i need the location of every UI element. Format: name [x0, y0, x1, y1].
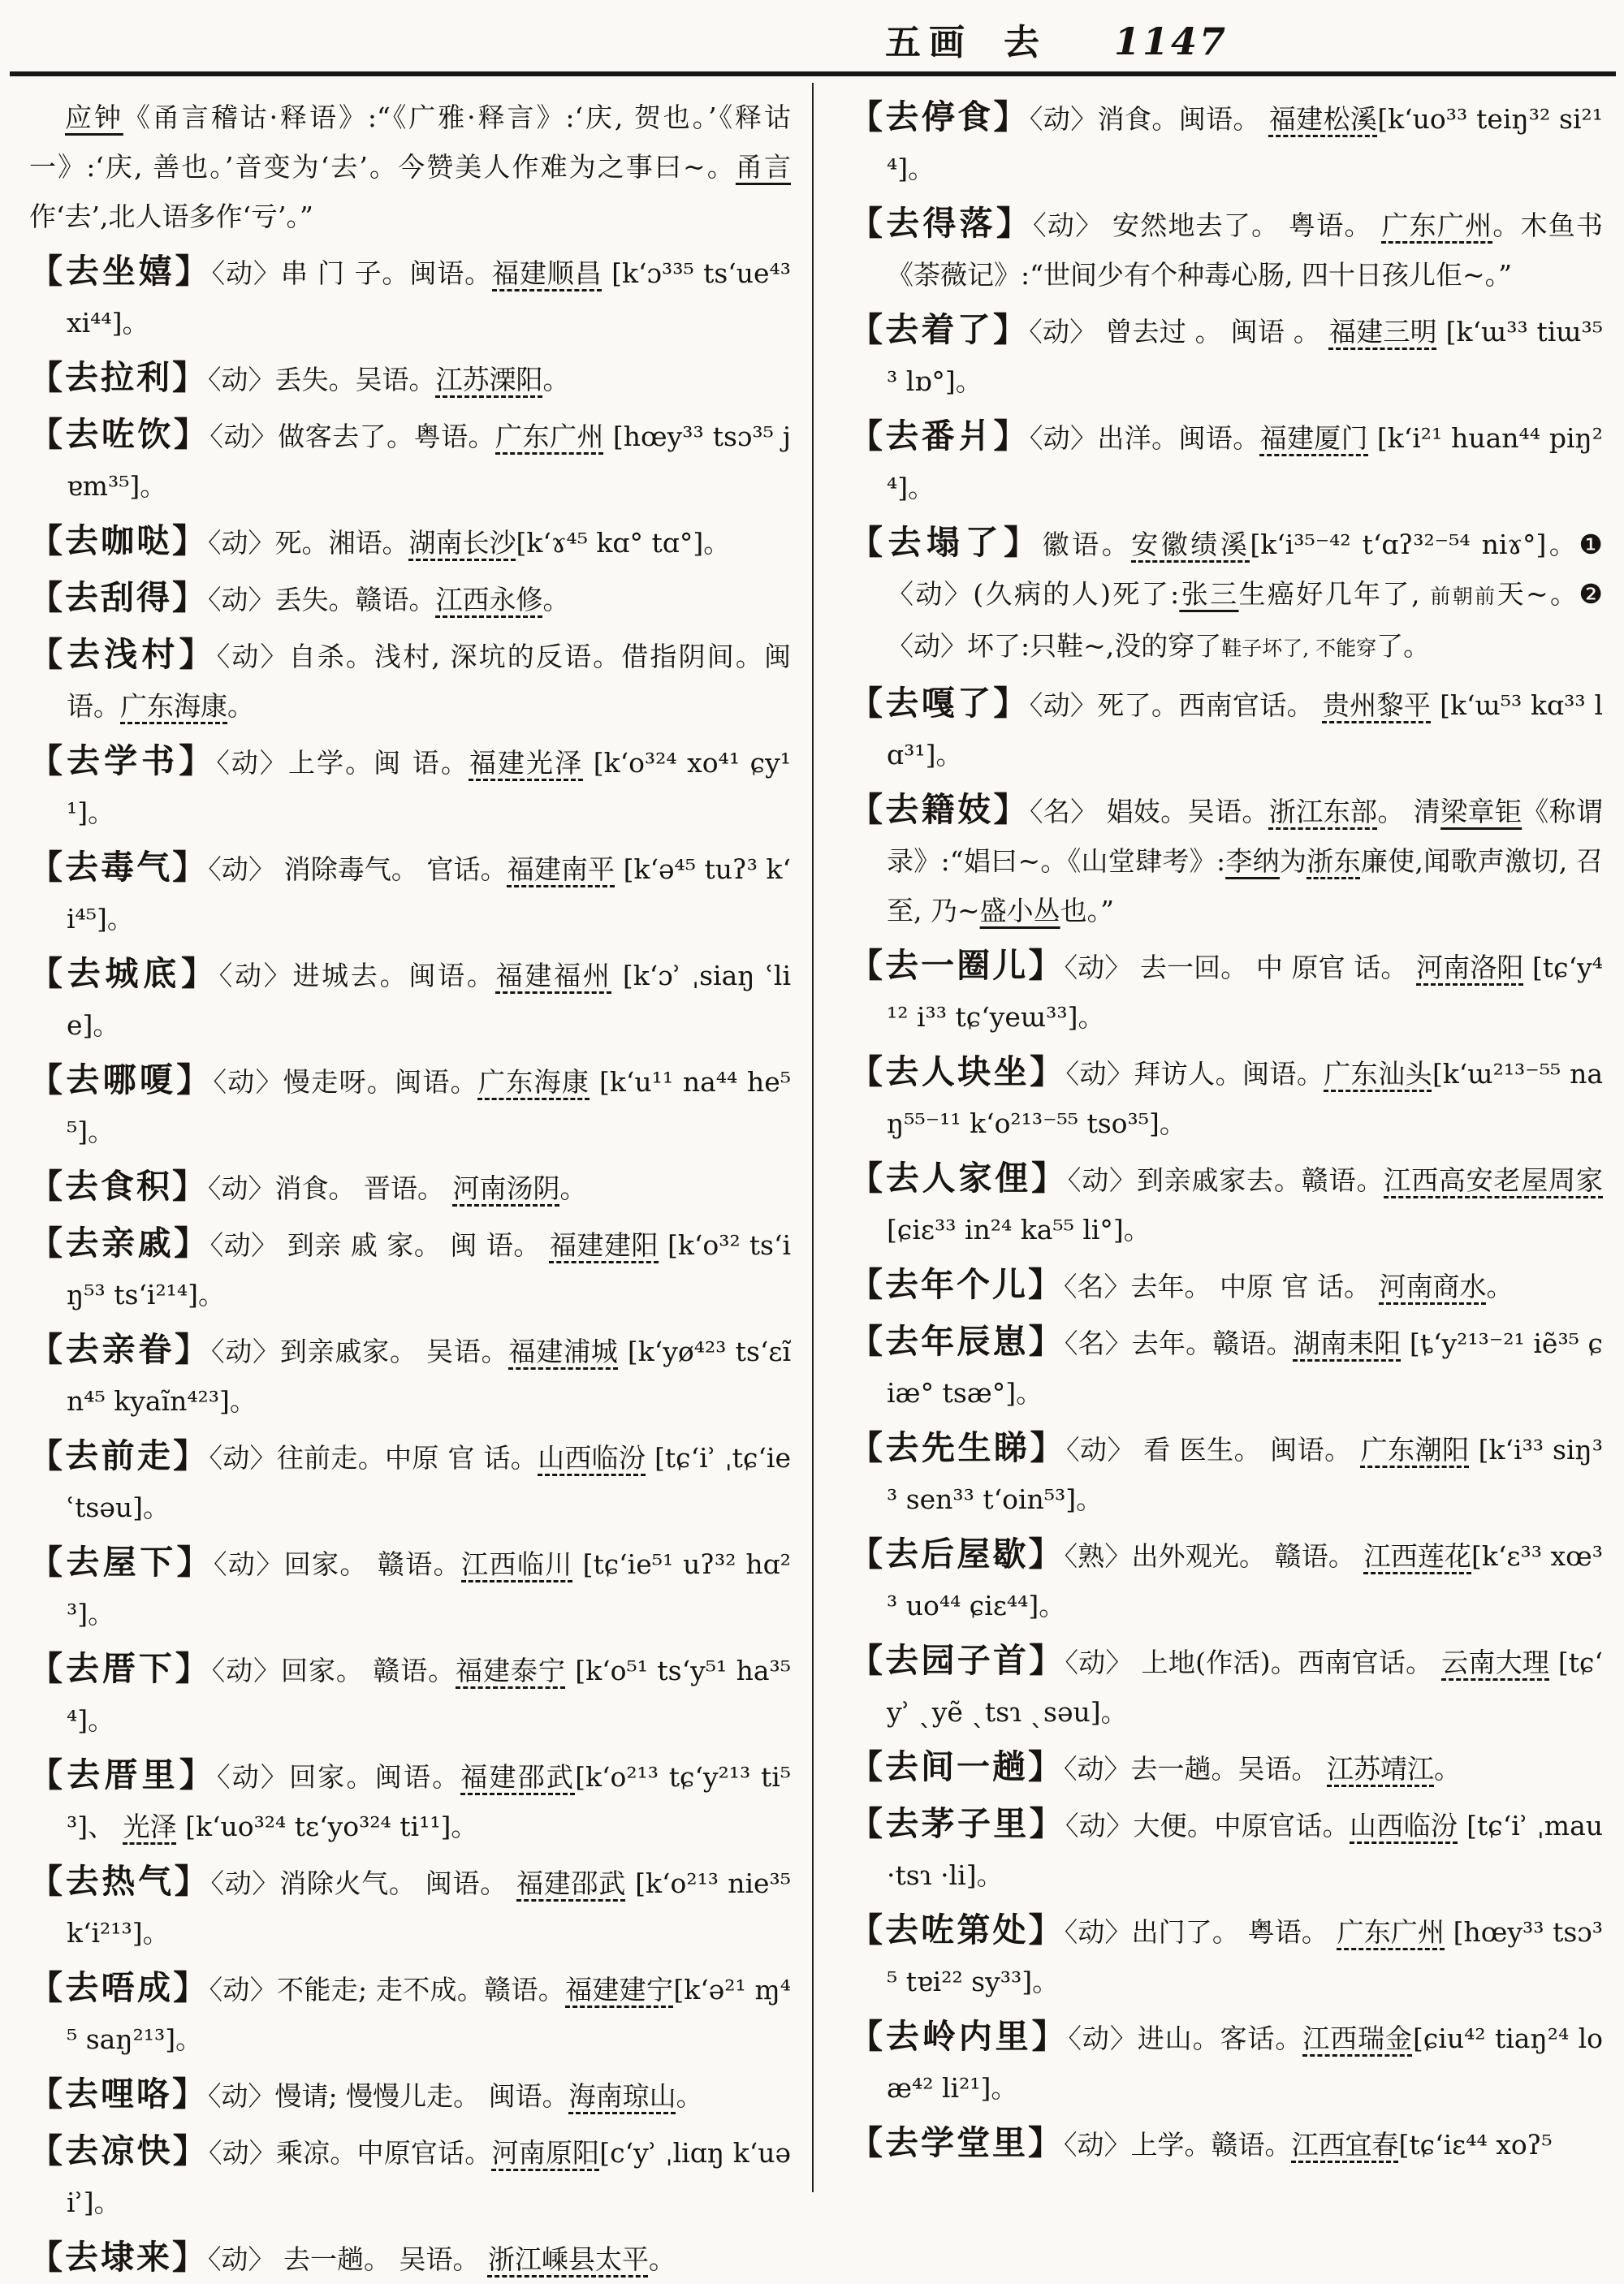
place-name: 江西宜春 — [1291, 2129, 1399, 2161]
place-name: 安徽绩溪 — [1131, 529, 1250, 560]
dict-entry — [29, 2070, 791, 2121]
entry-text: 生癌好几年了, — [1238, 578, 1431, 610]
entry-text: [tɕʻie⁵¹ uʔ³² hɑ²³]。 — [67, 1548, 792, 1630]
place-name: 福建南平 — [507, 853, 615, 885]
entry-headword: 【去咗饮】 — [29, 415, 210, 454]
place-name: 浙江东部 — [1268, 796, 1378, 827]
entry-headword: 【去唔成】 — [29, 1968, 209, 2007]
entry-text: 〈动〉死。湘语。 — [208, 527, 409, 559]
entry-text: 〈动〉丢失。吴语。 — [208, 364, 436, 395]
entry-text: 〈动〉上学。赣语。 — [1064, 2129, 1292, 2161]
dict-entry — [849, 1799, 1603, 1900]
entry-text: 〈动〉到亲戚家去。赣语。 — [1067, 1164, 1384, 1196]
entry-headword: 【去浅村】 — [29, 635, 217, 674]
place-name: 浙江嵊县太平 — [487, 2243, 649, 2275]
place-name: 河南洛阳 — [1416, 952, 1524, 983]
entry-text: [kʻyø⁴²³ tsʻɛĩn⁴⁵ kyaĩn⁴²³]。 — [67, 1336, 792, 1417]
place-name: 山西临汾 — [1350, 1810, 1458, 1841]
entry-text: [tɕʻiʾ ˌtɕʻie ʿtsəu]。 — [67, 1442, 792, 1523]
entry-text: [kʻu¹¹ na⁴⁴ he⁵⁵]。 — [67, 1066, 792, 1147]
dict-entry — [849, 412, 1603, 512]
entry-text: 〈动〉 看 医生。 闽语。 — [1066, 1434, 1361, 1466]
entry-text: 〈动〉回家。 赣语。 — [214, 1548, 462, 1580]
entry-text: 。 — [1486, 1271, 1514, 1302]
place-name: 海南琼山 — [568, 2080, 676, 2112]
dict-entry — [29, 1056, 791, 1156]
dictionary-body — [0, 83, 1624, 2277]
entry-text: 〈动〉不能走; 走不成。赣语。 — [209, 1974, 566, 2006]
gloss-small-text: 鞋子坏了, 不能穿 — [1221, 637, 1377, 660]
dict-entry — [29, 2126, 791, 2227]
continuation-paragraph — [29, 93, 791, 241]
entry-text: 〈名〉去年。 中原 官 话。 — [1064, 1271, 1380, 1302]
dict-entry — [849, 1260, 1603, 1311]
dict-entry — [29, 843, 791, 943]
proper-name: 张三 — [1179, 578, 1239, 610]
dict-entry — [849, 1317, 1603, 1418]
place-name: 河南原阳 — [491, 2137, 600, 2169]
entry-text: [kʻə²¹ ɱ⁴⁵ saŋ²¹³]。 — [67, 1974, 792, 2055]
place-name: 福建光泽 — [469, 747, 584, 779]
place-name: 广东广州 — [1337, 1916, 1445, 1948]
dict-entry — [849, 679, 1603, 779]
entry-headword: 【去埭来】 — [29, 2238, 208, 2277]
entry-text: 作‘去’,北人语多作‘亏’。” — [29, 201, 313, 232]
place-name: 广东潮阳 — [1360, 1434, 1470, 1466]
place-name: 福建建阳 — [549, 1229, 659, 1261]
entry-text: 〈动〉拜访人。闽语。 — [1065, 1058, 1324, 1090]
dict-entry — [849, 199, 1603, 300]
place-name: 贵州黎平 — [1322, 689, 1432, 721]
entry-text: 。 清 — [1377, 796, 1441, 827]
entry-headword: 【去后屋歇】 — [849, 1535, 1065, 1574]
entry-text: 。 — [1434, 1753, 1461, 1785]
entry-text: 〈动〉乘凉。中原官话。 — [208, 2137, 492, 2169]
entry-text: [kʻo⁵¹ tsʻy⁵¹ ha³⁵⁴]。 — [67, 1655, 792, 1736]
entry-text: 。 — [542, 584, 570, 615]
entry-text: 〈动〉做客去了。粤语。 — [209, 421, 496, 452]
dict-entry — [29, 1162, 791, 1213]
entry-text: 〈动〉丢失。赣语。 — [208, 584, 436, 615]
entry-headword: 【去学堂里】 — [849, 2123, 1064, 2162]
entry-headword: 【去前走】 — [29, 1436, 209, 1475]
place-name: 广东广州 — [495, 421, 604, 452]
dict-entry — [29, 1857, 791, 1958]
place-name: 福建三明 — [1328, 316, 1437, 348]
entry-headword: 【去凉快】 — [29, 2131, 209, 2170]
entry-text: 〈动〉消食。闽语。 — [1029, 103, 1269, 135]
dict-entry — [29, 247, 791, 348]
entry-headword: 【去番爿】 — [849, 417, 1030, 456]
dict-entry — [29, 1325, 791, 1426]
entry-text: 〈动〉 消除毒气。 官话。 — [208, 853, 508, 885]
entry-text: [ȶʻy²¹³⁻²¹ iẽ³⁵ ɕiæ° tsæ°]。 — [887, 1328, 1604, 1409]
entry-headword: 【去热气】 — [29, 1862, 211, 1901]
entry-text: 也。” — [1060, 895, 1115, 926]
dict-entry — [849, 785, 1603, 935]
entry-headword: 【去人家俚】 — [849, 1159, 1068, 1198]
dict-entry — [29, 736, 791, 837]
dict-entry — [849, 518, 1603, 673]
entry-text: 〈动〉 去一回。 中 原官 话。 — [1064, 952, 1417, 983]
entry-text: 〈动〉慢走呀。闽语。 — [213, 1066, 478, 1098]
dict-entry — [29, 1963, 791, 2064]
entry-text: [tɕʻyʾ ˎyẽ ˎtsɿ ˎsəu]。 — [887, 1647, 1604, 1728]
entry-text: 〈动〉出洋。闽语。 — [1029, 422, 1260, 454]
place-name: 江苏溧阳 — [435, 364, 543, 395]
place-name: 河南汤阴 — [452, 1172, 560, 1204]
place-name: 河南商水 — [1379, 1271, 1487, 1302]
entry-headword: 【去学书】 — [29, 741, 217, 780]
place-name: 光泽 — [123, 1811, 177, 1842]
entry-text: 廉使,闻歌声激切, 召至, 乃~ — [887, 845, 1603, 926]
entry-headword: 【去拉利】 — [29, 358, 208, 397]
place-name: 福建顺昌 — [492, 257, 603, 289]
entry-text: [kʻɯ²¹³⁻⁵⁵ naŋ⁵⁵⁻¹¹ kʻo²¹³⁻⁵⁵ tso³⁵]。 — [887, 1058, 1603, 1139]
entry-text: [cʻyʾ ˌliɑŋ kʻuəiʾ]。 — [67, 2137, 792, 2218]
right-column — [812, 83, 1624, 2192]
place-name: 福建邵武 — [516, 1867, 626, 1899]
place-name: 江西高安老屋周家 — [1384, 1164, 1604, 1196]
dict-entry — [849, 2012, 1603, 2113]
entry-headword: 【去刮得】 — [29, 578, 208, 617]
entry-text: 了。 — [1376, 630, 1431, 662]
entry-text: 徽语。 — [1042, 529, 1132, 560]
entry-text: 〈动〉 上地(作活)。西南官话。 — [1065, 1647, 1442, 1678]
place-name: 山西临汾 — [538, 1442, 646, 1474]
place-name: 湖南长沙 — [408, 527, 516, 559]
place-name: 云南大理 — [1441, 1647, 1550, 1678]
entry-text: [kʻo³²⁴ xo⁴¹ ɕy¹¹]。 — [67, 747, 792, 828]
dict-entry — [849, 2118, 1603, 2170]
place-name: 福建厦门 — [1259, 422, 1369, 454]
dict-entry — [849, 1423, 1603, 1524]
place-name: 江西永修 — [435, 584, 543, 615]
dict-entry — [29, 1538, 791, 1639]
place-name: 福建邵武 — [460, 1761, 576, 1793]
entry-text: [kʻə⁴⁵ tuʔ³ kʻi⁴⁵]。 — [67, 853, 792, 935]
dict-entry — [849, 1530, 1603, 1630]
entry-headword: 【去停食】 — [849, 97, 1030, 136]
gloss-small-text: 前朝前 — [1430, 585, 1497, 608]
proper-name: 梁章钜 — [1440, 796, 1522, 827]
entry-text: [kʻi³⁵⁻⁴² tʻɑʔ³²⁻⁵⁴ niɤ°]。❶〈动〉(久病的人)死了: — [887, 529, 1604, 610]
entry-headword: 【去茅子里】 — [849, 1804, 1065, 1843]
entry-text: 〈动〉 安然地去了。 粤语。 — [1033, 209, 1382, 241]
dict-entry — [849, 941, 1603, 1042]
entry-text: [tɕʻiʾ ˌmau ·tsɿ ·li]。 — [887, 1810, 1604, 1891]
entry-headword: 【去咖哒】 — [29, 521, 208, 560]
entry-text: 。木鱼书《荼薇记》:“世间少有个种毒心肠, 四十日孩儿佢~。” — [887, 209, 1604, 291]
entry-text: 〈动〉进城去。闽语。 — [218, 960, 496, 991]
place-name: 江西瑞金 — [1302, 2023, 1413, 2054]
place-name: 广东海康 — [120, 690, 227, 722]
entry-headword: 【去坐嬉】 — [29, 252, 212, 291]
proper-name: 李纳 — [1225, 845, 1280, 877]
entry-text: [hœy³³ tsɔ³⁵ jɐm³⁵]。 — [67, 421, 792, 502]
entry-headword: 【去亲戚】 — [29, 1224, 210, 1263]
dict-entry — [849, 93, 1603, 193]
entry-text: 〈动〉 曾去过 。 闽语 。 — [1029, 316, 1329, 348]
header-section: 五画 — [884, 22, 973, 63]
entry-headword: 【去先生睇】 — [849, 1428, 1067, 1467]
entry-headword: 【去哩咯】 — [29, 2075, 208, 2113]
place-name: 福建建宁 — [565, 1974, 674, 2006]
entry-text: 《甬言稽诂·释语》:“《广雅·释言》:‘庆, 贺也。’《释诂一》:‘庆, 善也。’音变为‘去’。今赞美人作难为之事曰~。 — [29, 101, 791, 183]
entry-text: 〈动〉消除火气。 闽语。 — [210, 1867, 517, 1899]
entry-text: 〈动〉慢请; 慢慢儿走。 闽语。 — [208, 2080, 569, 2112]
entry-text: [ɕiɛ³³ in²⁴ ka⁵⁵ li°]。 — [887, 1214, 1151, 1246]
proper-name: 应钟 — [65, 101, 123, 133]
entry-headword: 【去厝里】 — [29, 1755, 217, 1794]
entry-headword: 【去年辰崽】 — [849, 1322, 1065, 1361]
dict-entry — [29, 516, 791, 568]
dict-entry — [29, 2233, 791, 2284]
entry-text: [kʻɯ⁵³ kɑ³³ lɑ³¹]。 — [887, 689, 1604, 771]
dict-entry — [849, 305, 1603, 406]
entry-headword: 【去毒气】 — [29, 848, 209, 887]
entry-text: 。 — [542, 364, 570, 395]
entry-headword: 【去食积】 — [29, 1167, 208, 1206]
entry-text: 〈动〉上学。闽 语。 — [216, 747, 469, 779]
page-number: 1147 — [1113, 19, 1228, 63]
entry-headword: 【去年个儿】 — [849, 1265, 1064, 1304]
entry-headword: 【去得落】 — [849, 204, 1034, 243]
entry-text: 。 — [648, 2243, 676, 2275]
entry-text: [tɕʻy⁴¹² i³³ tɕʻyeɯ³³]。 — [887, 952, 1604, 1033]
place-name: 浙东 — [1307, 845, 1361, 877]
entry-text: 〈动〉大便。中原官话。 — [1065, 1810, 1350, 1841]
dict-entry — [29, 949, 791, 1050]
entry-headword: 【去着了】 — [849, 310, 1030, 349]
place-name: 江西莲花 — [1363, 1540, 1472, 1572]
entry-text: 〈动〉往前走。中原 官 话。 — [209, 1442, 538, 1474]
entry-text: 。 — [227, 690, 254, 722]
dict-entry — [849, 1906, 1603, 2006]
entry-text: [kʻuo³³ teiŋ³² si²¹⁴]。 — [887, 103, 1604, 184]
place-name: 广东汕头 — [1324, 1058, 1432, 1090]
entry-text: 〈动〉到亲戚家。 吴语。 — [210, 1336, 509, 1367]
entry-text: [kʻɯ³³ tiɯ³⁵³ lɒ°]。 — [887, 316, 1604, 397]
entry-text: [kʻɔ³³⁵ tsʻue⁴³ xi⁴⁴]。 — [67, 257, 792, 339]
dict-entry — [849, 1742, 1603, 1794]
dict-entry — [29, 630, 791, 731]
entry-headword: 【去咗第处】 — [849, 1911, 1065, 1949]
entry-headword: 【去园子首】 — [849, 1641, 1065, 1680]
entry-text: 〈动〉进山。客话。 — [1068, 2023, 1303, 2054]
entry-text: 〈熟〉出外观光。 赣语。 — [1064, 1540, 1364, 1572]
entry-headword: 【去岭内里】 — [849, 2017, 1069, 2056]
entry-text: 〈动〉出门了。 粤语。 — [1064, 1916, 1337, 1948]
entry-headword: 【去人块坐】 — [849, 1052, 1066, 1091]
entry-headword: 【去籍妓】 — [849, 790, 1030, 829]
entry-headword: 【去塌了】 — [849, 523, 1043, 562]
dict-entry — [29, 573, 791, 624]
entry-text: 〈动〉回家。闽语。 — [217, 1761, 461, 1793]
header-character: 去 — [1003, 22, 1039, 63]
entry-headword: 【去屋下】 — [29, 1543, 214, 1582]
dict-entry — [29, 353, 791, 404]
entry-headword: 【去城底】 — [29, 954, 219, 993]
entry-text: [kʻuo³²⁴ tɛʻyo³²⁴ ti¹¹]。 — [176, 1811, 478, 1842]
dict-entry — [849, 1636, 1603, 1737]
entry-text: 〈动〉自杀。浅村, 深坑的反语。借指阴间。闽语。 — [67, 641, 791, 722]
proper-name: 盛小丛 — [979, 895, 1060, 926]
entry-headword: 【去嘎了】 — [849, 684, 1030, 723]
entry-headword: 【去间一趟】 — [849, 1747, 1064, 1786]
entry-headword: 【去亲眷】 — [29, 1330, 211, 1369]
dict-entry — [29, 1219, 791, 1319]
entry-text: 〈动〉串 门 子。闽语。 — [211, 257, 493, 289]
place-name: 湖南耒阳 — [1293, 1328, 1402, 1359]
entry-text: [kʻi³³ siŋ³³ sen³³ tʻoin⁵³]。 — [887, 1434, 1603, 1515]
dict-entry — [849, 1047, 1603, 1148]
dict-entry — [29, 410, 791, 511]
entry-text: 〈名〉 娼妓。吴语。 — [1029, 796, 1269, 827]
place-name: 福建松溪 — [1268, 103, 1378, 135]
page-header — [0, 13, 1624, 65]
entry-text: [tɕʻiɛ⁴⁴ xoʔ⁵ — [1398, 2129, 1553, 2161]
entry-text: [ɕiu⁴² tiaŋ²⁴ loæ⁴² li²¹]。 — [887, 2023, 1604, 2104]
entry-text: 〈动〉死了。西南官话。 — [1029, 689, 1323, 721]
left-column — [0, 83, 812, 2277]
entry-text: 〈动〉消食。 晋语。 — [208, 1172, 453, 1204]
dict-entry — [29, 1644, 791, 1745]
entry-text: 〈名〉去年。赣语。 — [1064, 1328, 1294, 1359]
entry-text: [kʻi²¹ huan⁴⁴ piŋ²⁴]。 — [887, 422, 1604, 503]
entry-text: [kʻɤ⁴⁵ kɑ° tɑ°]。 — [516, 527, 731, 559]
entry-text: [kʻɛ³³ xœ³³ uo⁴⁴ ɕiɛ⁴⁴]。 — [887, 1540, 1604, 1621]
entry-text: 《称谓录》:“娼曰~。《山堂肆考》: — [887, 796, 1604, 877]
dict-entry — [849, 1154, 1603, 1254]
place-name: 福建福州 — [495, 960, 612, 991]
entry-text: 〈动〉去一趟。吴语。 — [1064, 1753, 1327, 1785]
dict-entry — [29, 1751, 791, 1851]
entry-text: [hœy³³ tsɔ³⁵ tɐi²² sy³³]。 — [887, 1916, 1604, 1997]
header-rule — [10, 71, 1616, 76]
entry-text: 〈动〉 到亲 戚 家。 闽 语。 — [209, 1229, 550, 1261]
entry-text: [kʻo²¹³ nie³⁵ kʻi²¹³]。 — [67, 1867, 792, 1949]
entry-headword: 【去厝下】 — [29, 1649, 212, 1688]
place-name: 江苏靖江 — [1327, 1753, 1434, 1785]
entry-text: 〈动〉回家。 赣语。 — [211, 1655, 456, 1686]
place-name: 福建浦城 — [508, 1336, 619, 1367]
entry-text: [kʻo²¹³ tɕʻy²¹³ ti⁵³]、 — [67, 1761, 791, 1842]
entry-text: [kʻo³² tsʻiŋ⁵³ tsʻi²¹⁴]。 — [67, 1229, 791, 1310]
entry-headword: 【去一圈儿】 — [849, 946, 1065, 985]
place-name: 福建泰宁 — [456, 1655, 566, 1686]
entry-text: 。 — [676, 2080, 703, 2112]
entry-text: 〈动〉 去一趟。 吴语。 — [208, 2243, 488, 2275]
entry-text: 。 — [559, 1172, 587, 1204]
dict-entry — [29, 1431, 791, 1532]
proper-name: 甬言 — [735, 151, 792, 183]
entry-text: 天~。❷〈动〉坏了:只鞋~,没的穿了 — [887, 578, 1604, 662]
entry-headword: 【去哪嗄】 — [29, 1060, 214, 1099]
place-name: 广东广州 — [1381, 209, 1493, 241]
place-name: 江西临川 — [461, 1548, 573, 1580]
place-name: 广东海康 — [477, 1066, 590, 1098]
entry-text: [kʻɔʾ ˌsiaŋ ʿlie]。 — [67, 960, 792, 1041]
entry-text: 为 — [1279, 845, 1307, 877]
